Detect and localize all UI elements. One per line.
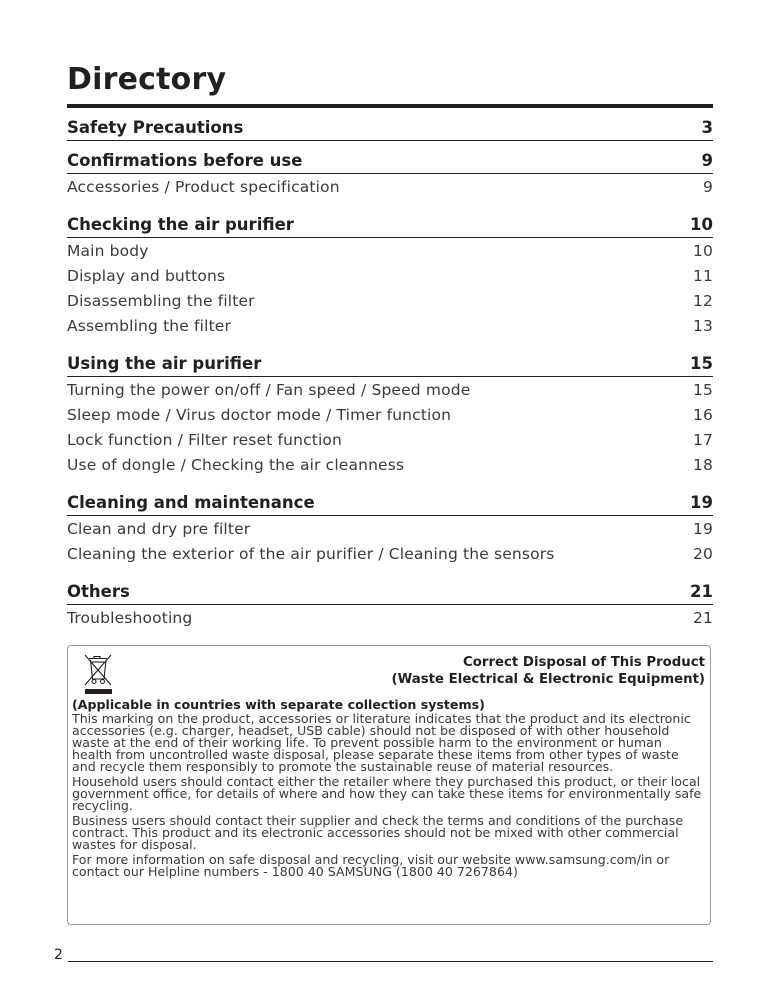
toc-entry[interactable] <box>67 606 713 631</box>
toc-section <box>67 353 713 478</box>
toc-section <box>67 581 713 631</box>
page-title: Directory <box>67 62 227 97</box>
disposal-body <box>72 697 704 881</box>
toc-subentry-list <box>67 377 713 478</box>
toc-subentry-list <box>67 238 713 339</box>
toc-section-heading[interactable] <box>67 492 713 516</box>
toc-entry-title: Disassembling the filter <box>67 292 255 310</box>
toc-entry-page: 19 <box>692 520 713 538</box>
toc-entry-title: Accessories / Product specification <box>67 178 340 196</box>
toc-entry-title: Cleaning the exterior of the air purifier / Cleaning the sensors <box>67 545 555 563</box>
toc-section-title: Using the air purifier <box>67 354 262 373</box>
toc-section-title: Checking the air purifier <box>67 215 294 234</box>
toc-entry-page: 10 <box>692 242 713 260</box>
toc-section-page: 19 <box>690 493 713 512</box>
toc-entry-page: 16 <box>692 406 713 424</box>
toc-entry-page: 9 <box>702 178 713 196</box>
toc-entry[interactable] <box>67 403 713 428</box>
page-number: 2 <box>54 947 63 963</box>
toc-entry[interactable] <box>67 175 713 200</box>
toc-subentry-list <box>67 516 713 567</box>
toc-entry-title: Clean and dry pre filter <box>67 520 251 538</box>
disposal-notice <box>67 645 711 925</box>
toc-entry[interactable] <box>67 378 713 403</box>
disposal-paragraph: Business users should contact their supplier and check the terms and conditions of the purchase contract. This product and its electronic accessories should not be mixed with other commercial wastes for disposal. <box>72 813 684 852</box>
toc-entry-page: 21 <box>692 609 713 627</box>
toc-subentry-list <box>67 174 713 200</box>
disposal-subheading: (Applicable in countries with separate collection systems) <box>72 697 485 712</box>
toc-entry[interactable] <box>67 428 713 453</box>
toc-entry[interactable] <box>67 517 713 542</box>
table-of-contents <box>67 108 713 631</box>
toc-entry[interactable] <box>67 453 713 478</box>
toc-section <box>67 214 713 339</box>
disposal-heading-line1: Correct Disposal of This Product <box>463 655 705 670</box>
toc-section-page: 21 <box>690 582 713 601</box>
footer-rule <box>68 961 713 962</box>
toc-entry-title: Turning the power on/off / Fan speed / Speed mode <box>67 381 471 399</box>
toc-entry-page: 15 <box>692 381 713 399</box>
disposal-paragraph: Household users should contact either the retailer where they purchased this product, or their local government office, for details of where and how they can take these items for environmentally safe recycling. <box>72 774 702 813</box>
toc-entry-page: 18 <box>692 456 713 474</box>
toc-section-heading[interactable] <box>67 150 713 174</box>
toc-section-title: Cleaning and maintenance <box>67 493 315 512</box>
toc-section-heading[interactable] <box>67 353 713 377</box>
toc-entry-title: Display and buttons <box>67 267 226 285</box>
toc-entry-page: 12 <box>692 292 713 310</box>
disposal-heading-line2: (Waste Electrical & Electronic Equipment) <box>391 672 705 687</box>
toc-entry-page: 13 <box>692 317 713 335</box>
disposal-paragraph: This marking on the product, accessories or literature indicates that the product and its electronic accessories (e.g. charger, headset, USB cable) should not be disposed of with other household waste at the end of their working life. To prevent possible harm to the environment or human health from uncontrolled waste disposal, please separate these items from other types of waste and recycle them responsibly to promote the sustainable reuse of material resources. <box>72 711 691 774</box>
toc-entry-page: 11 <box>692 267 713 285</box>
toc-entry[interactable] <box>67 542 713 567</box>
toc-section-page: 10 <box>690 215 713 234</box>
toc-section-heading[interactable] <box>67 117 713 141</box>
toc-section <box>67 117 713 141</box>
toc-entry-title: Use of dongle / Checking the air cleanness <box>67 456 405 474</box>
toc-entry[interactable] <box>67 289 713 314</box>
toc-entry-title: Troubleshooting <box>67 609 193 627</box>
toc-entry[interactable] <box>67 264 713 289</box>
toc-section <box>67 492 713 567</box>
toc-entry-title: Sleep mode / Virus doctor mode / Timer function <box>67 406 452 424</box>
toc-section <box>67 150 713 200</box>
toc-section-page: 9 <box>701 151 713 170</box>
toc-section-heading[interactable] <box>67 214 713 238</box>
toc-section-title: Confirmations before use <box>67 151 303 170</box>
toc-entry-title: Assembling the filter <box>67 317 232 335</box>
toc-section-title: Safety Precautions <box>67 118 244 137</box>
toc-entry-title: Lock function / Filter reset function <box>67 431 343 449</box>
toc-entry-page: 17 <box>692 431 713 449</box>
toc-section-page: 3 <box>701 118 713 137</box>
toc-section-title: Others <box>67 582 130 601</box>
toc-entry[interactable] <box>67 239 713 264</box>
toc-section-heading[interactable] <box>67 581 713 605</box>
disposal-paragraph: For more information on safe disposal and recycling, visit our website www.samsung.com/in or contact our Helpline numbers - 1800 40 SAMSUNG (1800 40 7267864) <box>72 852 670 879</box>
toc-entry-page: 20 <box>692 545 713 563</box>
toc-entry[interactable] <box>67 314 713 339</box>
crossed-out-wheelie-bin-icon <box>80 652 118 694</box>
toc-section-page: 15 <box>690 354 713 373</box>
disposal-heading <box>392 654 705 688</box>
toc-entry-title: Main body <box>67 242 149 260</box>
toc-subentry-list <box>67 605 713 631</box>
